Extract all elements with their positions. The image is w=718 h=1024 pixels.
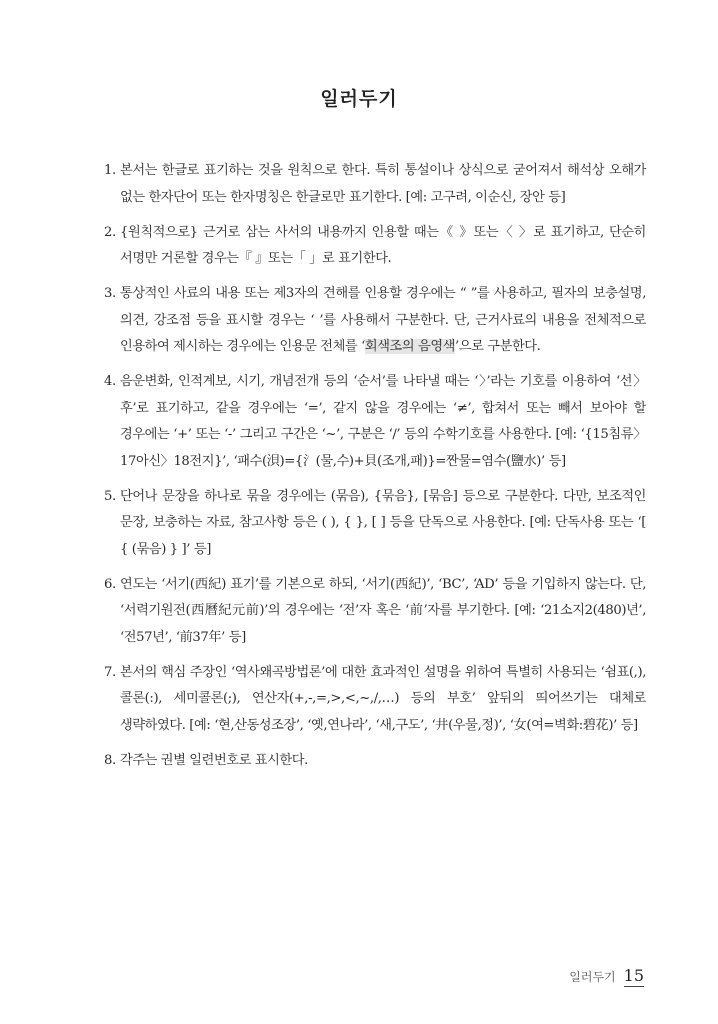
page-title: 일러두기 (320, 88, 398, 110)
item-number: 1. (104, 163, 116, 178)
footer-section-label: 일러두기 (569, 970, 616, 984)
list-item (104, 484, 646, 564)
item-text: 본서의 핵심 주장인 ‘역사왜곡방법론’에 대한 효과적인 설명을 위하여 특별히 사용되는 ‘쉼표(,), 콜론(:), 세미콜론(;), 연산자(+,-,=,>,<,~,/,…) 등의 부호’ 앞뒤의 띄어쓰기는 대체로 생략하였다. [예: ‘현,산동성조장’, ‘옛,연나라’, ‘새,구도’, ‘井(우물,정)’, ‘女(여=벽화:碧花)’ 등] (120, 664, 646, 733)
item-text-pre: 통상적인 사료의 내용 또는 제3자의 견해를 인용할 경우에는 “ ”를 사용하고, 필자의 보충설명, 의견, 강조점 등을 표시할 경우는 ‘ ’를 사용해서 구분한다. 단, 근거사료의 내용을 전체적으로 인용하여 제시하는 경우에는 인용문 전체를 ‘ (120, 286, 646, 354)
item-text: 연도는 ‘서기(西紀) 표기’를 기본으로 하되, ‘서기(西紀)’, ‘BC’, ‘AD’ 등을 기입하지 않는다. 단, ‘서력기원전(西曆紀元前)’의 경우에는 ‘전’자 혹은 ‘前’자를 부기한다. [예: ‘21소지2(480)년’, ‘전57년’, ‘前37年’ 등] (120, 576, 646, 645)
item-number: 2. (104, 224, 116, 240)
list-item (104, 748, 646, 775)
item-number: 3. (104, 286, 116, 301)
item-text: 단어나 문장을 하나로 묶을 경우에는 (묶음), {묶음}, [묶음] 등으로 구분한다. 다만, 보조적인 문장, 보충하는 자료, 참고사항 등은 ( ), { }, [ ] 등을 단독으로 사용한다. [예: 단독사용 또는 ‘[ { (묶음) } ]’ 등] (120, 488, 646, 557)
item-number: 8. (104, 752, 116, 768)
item-number: 7. (104, 664, 116, 680)
list-item (104, 281, 646, 361)
item-text: 본서는 한글로 표기하는 것을 원칙으로 한다. 특히 통설이나 상식으로 굳어져서 해석상 오해가 없는 한자단어 또는 한자명칭은 한글로만 표기한다. [예: 고구려, 이순신, 장안 등] (120, 163, 646, 205)
notes-list (104, 158, 646, 783)
list-item (104, 220, 646, 273)
item-text: 음운변화, 인적계보, 시기, 개념전개 등의 ‘순서’를 나타낼 때는 ‘〉’라는 기호를 이용하여 ‘선〉후’로 표기하고, 같을 경우에는 ‘=’, 같지 않을 경우에는 ‘≠’, 합쳐서 또는 빼서 보아야 할 경우에는 ‘+’ 또는 ‘-’ 그리고 구간은 ‘~’, 구분은 ‘/’ 등의 수학기호를 사용한다. [예: ‘{15침류〉17아신〉18전지}’, ‘패수(浿)={氵(물,수)+貝(조개,패)}=짠물=염수(鹽水)’ 등] (120, 374, 646, 469)
list-item (104, 660, 646, 740)
list-item (104, 572, 646, 652)
page-number: 15 (623, 966, 644, 985)
item-text: {원칙적으로} 근거로 삼는 사서의 내용까지 인용할 때는《 》또는〈 〉로 표기하고, 단순히 서명만 거론할 경우는『 』또는「 」로 표기한다. (120, 224, 646, 266)
item-number: 6. (104, 576, 116, 592)
highlighted-text: 회색조의 음영색 (364, 339, 456, 354)
page-footer (569, 966, 644, 985)
list-item (104, 158, 646, 211)
item-text (120, 281, 646, 361)
item-number: 5. (104, 488, 116, 504)
item-number: 4. (104, 374, 116, 389)
item-text: 각주는 권별 일련번호로 표시한다. (120, 752, 308, 768)
item-text-post: ’으로 구분한다. (455, 339, 541, 354)
list-item (104, 369, 646, 475)
